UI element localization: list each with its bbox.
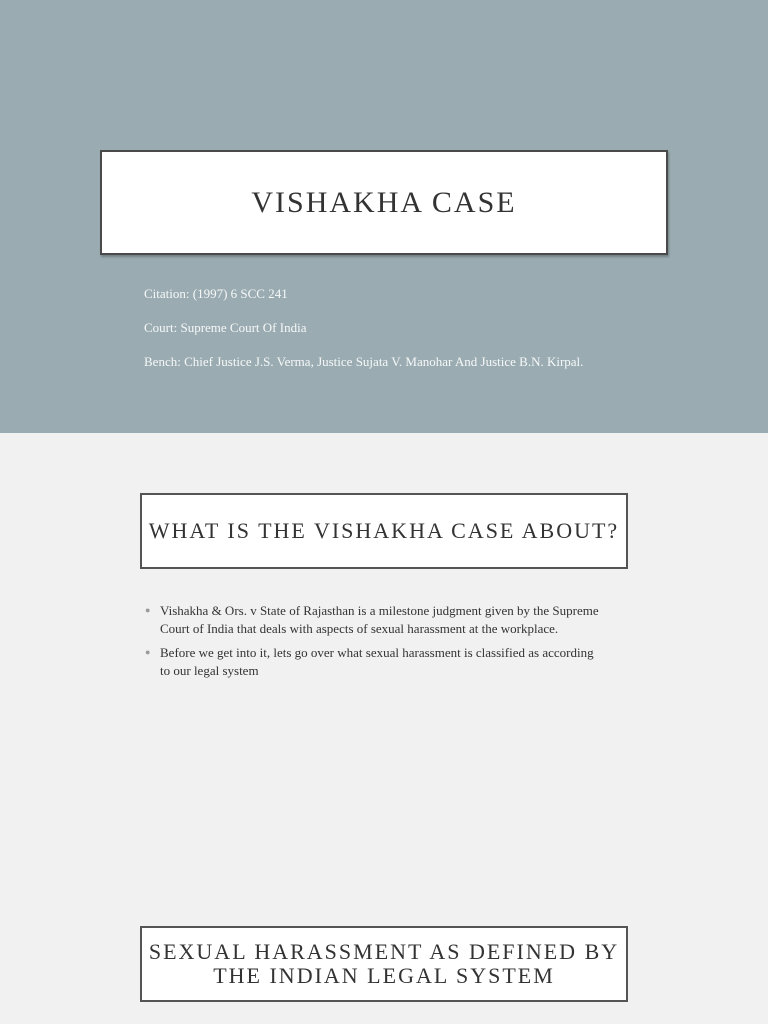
slide-1-title: VISHAKHA CASE — [100, 150, 668, 255]
slide-1 — [0, 0, 768, 433]
slide-3 — [0, 867, 768, 1024]
slide-2-title: WHAT IS THE VISHAKHA CASE ABOUT? — [140, 493, 628, 569]
bullet-text: Vishakha & Ors. v State of Rajasthan is a milestone judgment given by the Supreme Court of India that deals with aspects of sexual harassment at the workplace. — [160, 603, 599, 636]
bullet-item — [144, 644, 604, 679]
bullet-dot-icon: ● — [145, 605, 151, 615]
bench-text: Bench: Chief Justice J.S. Verma, Justice Sujata V. Manohar And Justice B.N. Kirpal. — [144, 354, 584, 369]
bullet-item — [144, 602, 604, 637]
citation-text: Citation: (1997) 6 SCC 241 — [144, 286, 288, 301]
bullet-list — [144, 602, 604, 686]
slide-2 — [0, 433, 768, 867]
case-details — [144, 285, 604, 387]
slide-3-title: SEXUAL HARASSMENT AS DEFINED BY THE INDIAN LEGAL SYSTEM — [140, 926, 628, 1002]
court-text: Court: Supreme Court Of India — [144, 320, 307, 335]
bullet-text: Before we get into it, lets go over what sexual harassment is classified as according to our legal system — [160, 645, 594, 678]
bullet-dot-icon: ● — [145, 647, 151, 657]
